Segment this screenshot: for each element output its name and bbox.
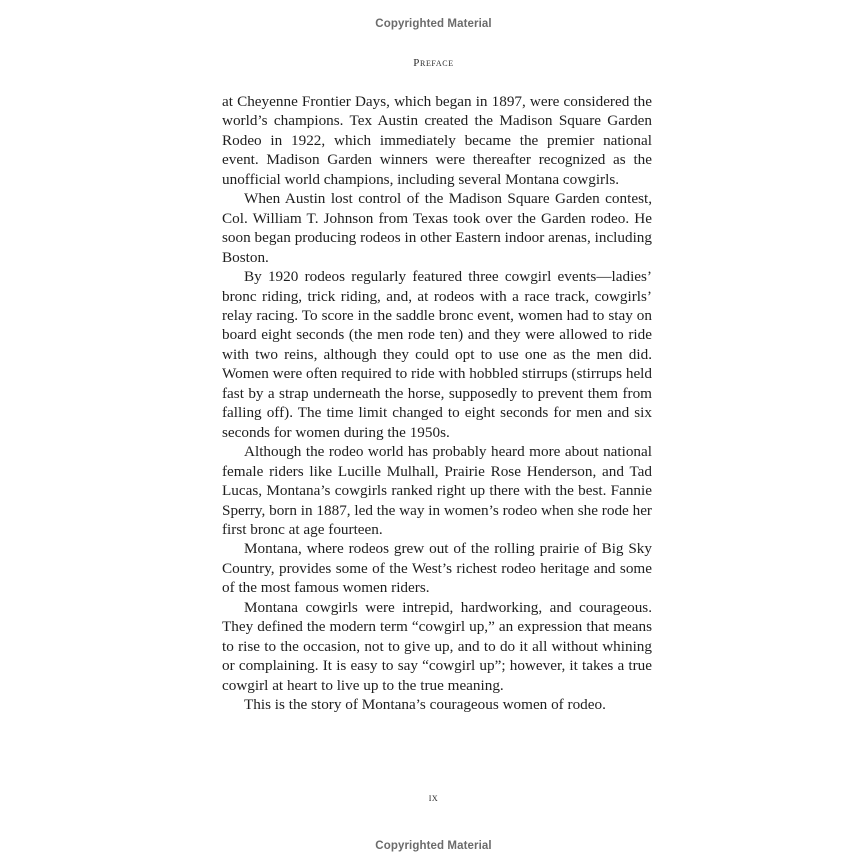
paragraph: When Austin lost control of the Madison Square Garden contest, Col. William T. Johnson from Texas took over the Garden rodeo. He soon began producing rodeos in other Eastern indoor arenas, including Boston.: [222, 190, 652, 266]
paragraph: Montana cowgirls were intrepid, hardworking, and courageous. They defined the modern term “cowgirl up,” an expression that means to rise to the occasion, not to give up, and to do it all without whining or complaining. It is easy to say “cowgirl up”; however, it takes a true cowgirl at heart to live up to the true meaning.: [222, 598, 652, 694]
watermark-top: Copyrighted Material: [375, 18, 492, 30]
page-number: ix: [428, 792, 439, 804]
watermark-bottom: Copyrighted Material: [375, 840, 492, 852]
paragraph: By 1920 rodeos regularly featured three cowgirl events—ladies’ bronc riding, trick riding, and, at rodeos with a race track, cowgirls’ relay racing. To score in the saddle bronc event, women had to stay on board eight seconds (the men rode ten) and they were allowed to ride with two reins, although they could opt to use one as the men did. Women were often required to ride with hobbled stirrups (stirrups held fast by a strap underneath the horse, supposedly to prevent them from falling off). The time limit changed to eight seconds for men and six seconds for women during the 1950s.: [222, 268, 652, 441]
paragraph: at Cheyenne Frontier Days, which began in 1897, were considered the world’s champions. Tex Austin created the Madison Square Garden Rodeo in 1922, which immediately became the premier national event. Madison Garden winners were thereafter recognized as the unofficial world champions, including several Montana cowgirls.: [222, 93, 652, 188]
running-head: Preface: [413, 57, 454, 69]
body-text: [222, 92, 652, 715]
paragraph: This is the story of Montana’s courageous women of rodeo.: [244, 696, 606, 714]
paragraph: Montana, where rodeos grew out of the rolling prairie of Big Sky Country, provides some of the West’s richest rodeo heritage and some of the most famous women riders.: [222, 540, 652, 597]
paragraph: Although the rodeo world has probably heard more about national female riders like Lucille Mulhall, Prairie Rose Henderson, and Tad Lucas, Montana’s cowgirls ranked right up there with the best. Fannie Sperry, born in 1887, led the way in women’s rodeo when she rode her first bronc at age fourteen.: [222, 443, 652, 538]
